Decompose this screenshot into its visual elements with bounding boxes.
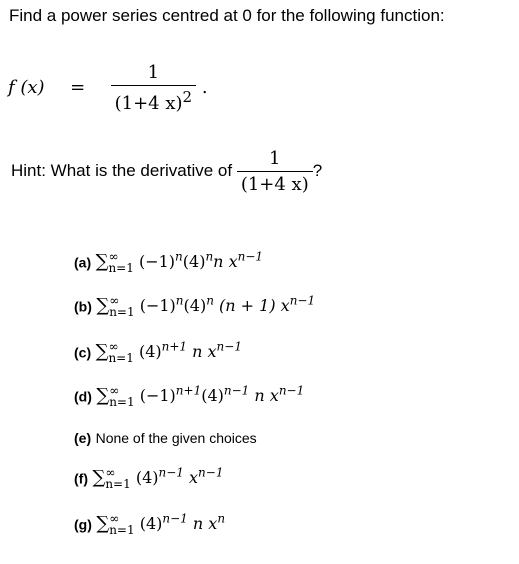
function-definition — [8, 62, 208, 114]
option-d[interactable]: (d) $\sum^\infty_{n=1}$ $(-1)^{n+1}(4)^{n-1}$ n $x^{n-1}$ — [74, 384, 305, 409]
option-b[interactable]: (b) $\sum^\infty_{n=1}$ $(-1)^n(4)^n$ (n + 1) $x^{n-1}$ — [74, 294, 316, 319]
option-e[interactable] — [74, 430, 257, 448]
option-a[interactable]: (a) $\sum^\infty_{n=1}$ $(-1)^n(4)^nn$ $x^{n-1}$ — [74, 250, 264, 275]
fraction-denominator: (1+4 x)$^2$ — [114, 88, 193, 114]
hint-numerator: 1 — [269, 148, 281, 169]
option-label: (g) — [74, 516, 92, 533]
option-f[interactable]: (f) $\sum^\infty_{n=1}$ $(4)^{n-1}$ $x^{n-1}$ — [74, 466, 224, 491]
option-label: (e) — [74, 430, 92, 446]
question-text: Find a power series centred at 0 for the following function: — [9, 6, 445, 25]
hint-question-mark: ? — [312, 160, 323, 180]
hint-fraction — [237, 148, 313, 195]
option-e-text: None of the given choices — [95, 430, 257, 446]
option-label: (c) — [74, 344, 92, 361]
option-label: (f) — [74, 470, 88, 487]
option-label: (a) — [74, 254, 92, 271]
option-g[interactable]: (g) $\sum^\infty_{n=1}$ $(4)^{n-1}$ n $x^n$ — [74, 512, 226, 537]
equals-sign: = — [70, 77, 86, 98]
hint-denominator: (1+4 x) — [240, 174, 309, 195]
option-label: (d) — [74, 388, 92, 405]
option-label: (b) — [74, 298, 92, 315]
function-lhs: f (x) — [8, 77, 45, 98]
function-period: . — [201, 77, 208, 98]
fraction-numerator: 1 — [147, 62, 160, 83]
denominator-exponent: 2 — [182, 88, 193, 106]
function-fraction — [111, 62, 196, 114]
option-c[interactable]: (c) $\sum^\infty_{n=1}$ $(4)^{n+1}$ n $x^{n-1}$ — [74, 340, 242, 365]
hint-line — [11, 148, 322, 195]
hint-text: Hint: What is the derivative of — [11, 160, 233, 180]
